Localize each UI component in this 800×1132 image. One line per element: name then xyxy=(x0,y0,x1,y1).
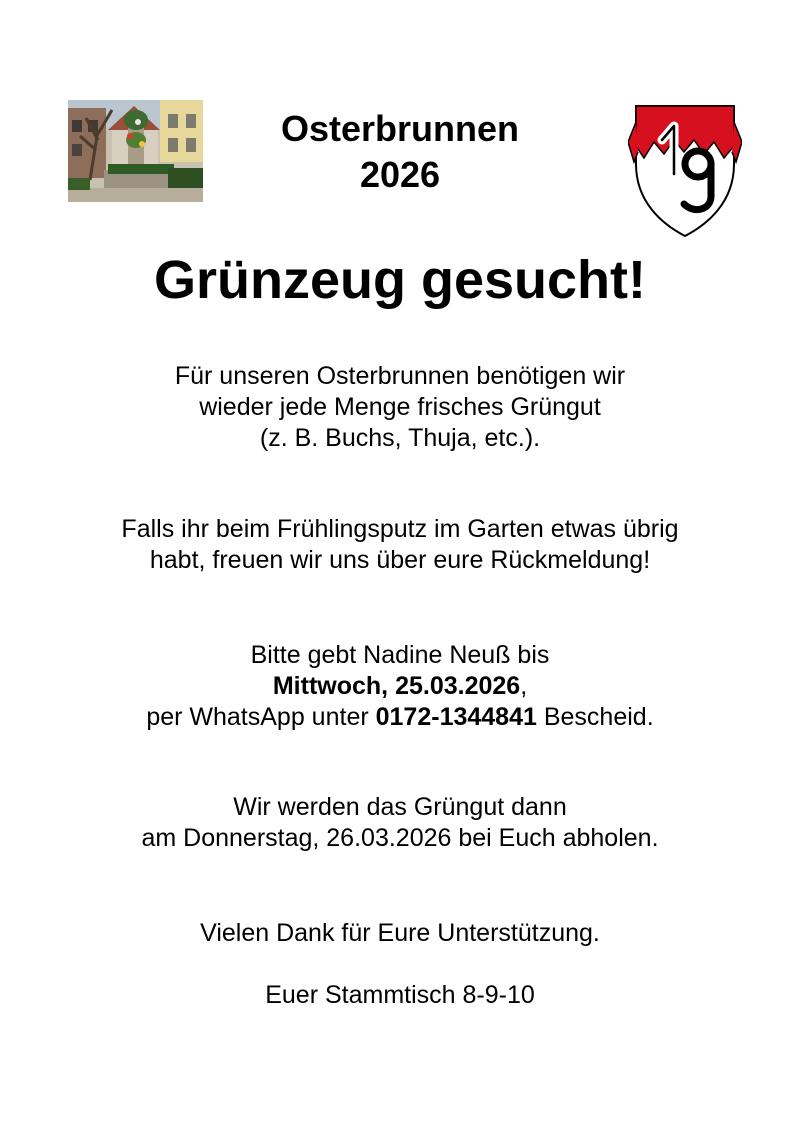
paragraph-spring-cleaning xyxy=(40,514,760,576)
paragraph-line: wieder jede Menge frisches Grüngut xyxy=(199,393,601,421)
whatsapp-suffix: Bescheid. xyxy=(536,703,654,731)
closing-thanks: Vielen Dank für Eure Unterstützung. xyxy=(200,919,600,947)
paragraph-line: Falls ihr beim Frühlingsputz im Garten etwas übrig xyxy=(121,515,679,543)
phone-number: 0172-1344841 xyxy=(375,703,537,731)
paragraph-line: Für unseren Osterbrunnen benötigen wir xyxy=(174,362,626,390)
paragraph-line: habt, freuen wir uns über eure Rückmeldung! xyxy=(149,546,651,574)
whatsapp-prefix: per WhatsApp unter xyxy=(146,703,376,731)
club-crest-logo xyxy=(628,102,742,240)
main-headline: Grünzeug gesucht! xyxy=(153,250,646,310)
paragraph-pickup xyxy=(40,792,760,854)
signature: Euer Stammtisch 8-9-10 xyxy=(265,981,535,1009)
whatsapp-line xyxy=(40,702,760,733)
deadline-date: Mittwoch, 25.03.2026 xyxy=(272,672,521,700)
paragraph-request xyxy=(40,361,760,454)
header-title xyxy=(230,106,570,198)
paragraph-line: Wir werden das Grüngut dann xyxy=(233,793,567,821)
paragraph-line: (z. B. Buchs, Thuja, etc.). xyxy=(259,424,541,452)
title-year: 2026 xyxy=(359,154,441,195)
osterbrunnen-photo xyxy=(68,100,203,202)
deadline-comma: , xyxy=(520,672,528,700)
title-line-1: Osterbrunnen xyxy=(280,108,520,149)
paragraph-line: Bitte gebt Nadine Neuß bis xyxy=(250,641,550,669)
deadline-line xyxy=(40,671,760,702)
paragraph-contact xyxy=(40,640,760,733)
paragraph-line: am Donnerstag, 26.03.2026 bei Euch abholen. xyxy=(141,824,659,852)
